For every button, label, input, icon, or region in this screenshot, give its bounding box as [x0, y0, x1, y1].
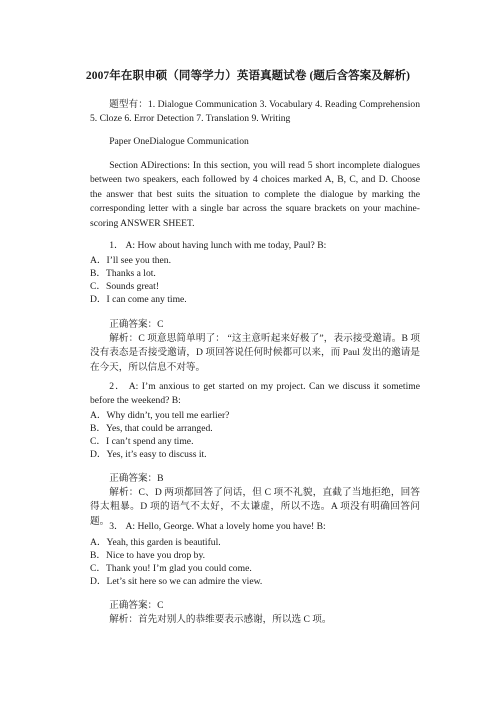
- section-directions: Section ADirections: In this section, you will read 5 short incomplete dialogues between two speakers, each followed by 4 choices marked A, B, C, and D. Choose the answer that best suits the situation to complete the dialogue by marking the corresponding letter with a single bar across the square brackets on your machine-scoring ANSWER SHEET.: [90, 160, 420, 229]
- question-2-explanation: 解析：C、D 两项都回答了问话，但 C 项不礼貌，直截了当地拒绝，回答得太粗暴。D 项的语气不太好，不太谦虚，所以不选。A 项没有明确回答问题。: [90, 487, 420, 527]
- question-1-option-a: A．I’ll see you then.: [90, 255, 171, 266]
- question-2-answer: 正确答案：B: [109, 473, 164, 484]
- paper-heading: Paper OneDialogue Communication: [109, 136, 249, 147]
- question-2-option-c: C．I can’t spend any time.: [90, 436, 194, 447]
- question-3-option-d: D．Let’s sit here so we can admire the view.: [90, 576, 263, 587]
- question-3-option-c: C．Thank you! I’m glad you could come.: [90, 563, 252, 574]
- document-title: 2007年在职申硕（同等学力）英语真题试卷 (题后含答案及解析): [85, 70, 411, 82]
- question-1-option-d: D．I can come any time.: [90, 294, 187, 305]
- question-2-option-d: D．Yes, it’s easy to discuss it.: [90, 449, 207, 460]
- question-3-explanation: 解析：首先对别人的恭维要表示感谢，所以选 C 项。: [109, 614, 332, 625]
- question-2-stem: 2． A: I’m anxious to get started on my project. Can we discuss it sometime before the weekend? B:: [90, 381, 420, 407]
- question-1-stem: 1． A: How about having lunch with me today, Paul? B:: [109, 240, 327, 251]
- question-1-explanation: 解析：C 项意思简单明了： “这主意听起来好极了”，表示接受邀请。B 项没有表态是否接受邀请，D 项回答说任何时候都可以来，而 Paul 发出的邀请是在今天，所以信息不对等。: [90, 333, 420, 373]
- question-3-stem: 3． A: Hello, George. What a lovely home you have! B:: [109, 521, 326, 532]
- question-3-option-b: B．Nice to have you drop by.: [90, 550, 206, 561]
- question-2-option-b: B．Yes, that could be arranged.: [90, 423, 213, 434]
- question-1-option-c: C．Sounds great!: [90, 281, 160, 292]
- question-types: 题型有：1. Dialogue Communication 3. Vocabulary 4. Reading Comprehension 5. Cloze 6. Error Detection 7. Translation 9. Writing: [90, 99, 420, 125]
- question-3-option-a: A．Yeah, this garden is beautiful.: [90, 537, 221, 548]
- question-2-option-a: A．Why didn’t, you tell me earlier?: [90, 410, 230, 421]
- question-3-answer: 正确答案：C: [109, 600, 164, 611]
- question-1-option-b: B．Thanks a lot.: [90, 268, 156, 279]
- question-1-answer: 正确答案：C: [109, 319, 164, 330]
